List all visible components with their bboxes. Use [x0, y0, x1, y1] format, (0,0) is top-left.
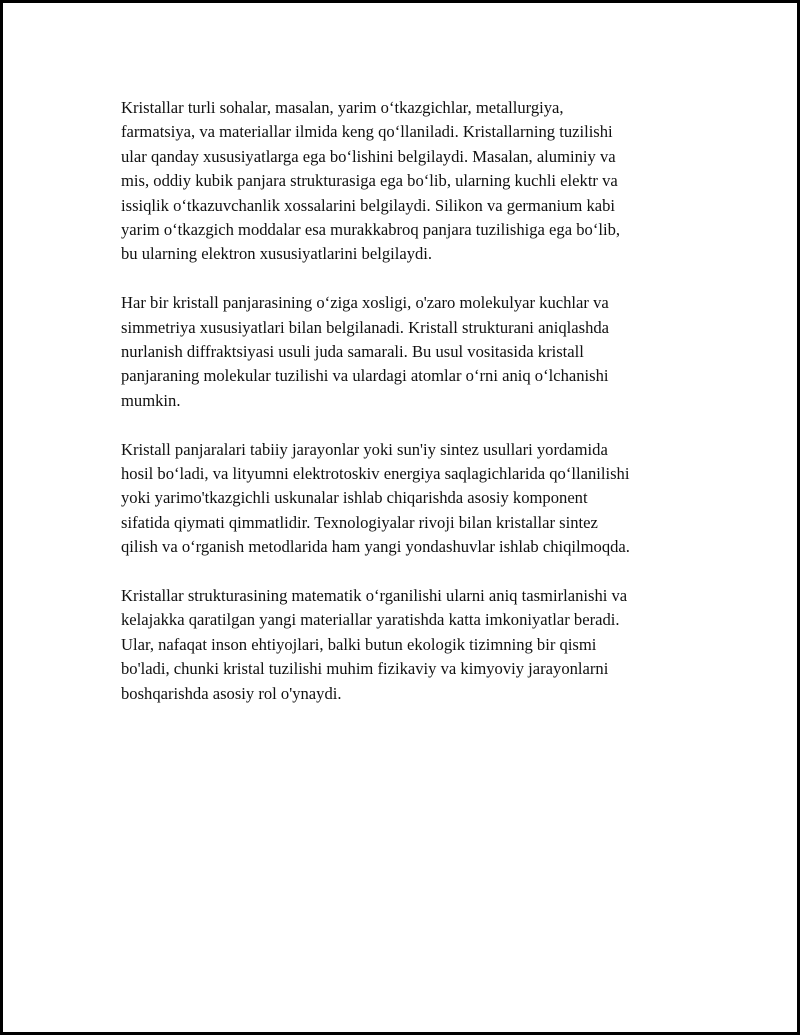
text-line: hosil bo‘ladi, va lityumni elektrotoskiv energiya saqlagichlarida qo‘llanilishi [121, 464, 630, 484]
text-line: ular qanday xususiyatlarga ega bo‘lishini belgilaydi. Masalan, aluminiy va [121, 146, 616, 166]
text-line: issiqlik o‘tkazuvchanlik xossalarini belgilaydi. Silikon va germanium kabi [121, 195, 616, 215]
text-line: qilish va o‘rganish metodlarida ham yangi yondashuvlar ishlab chiqilmoqda. [121, 537, 630, 557]
paragraph-1 [121, 96, 693, 267]
text-line: Kristallar strukturasining matematik o‘rganilishi ularni aniq tasmirlanishi va [121, 586, 628, 606]
text-line: nurlanish diffraktsiyasi usuli juda samarali. Bu usul vositasida kristall [121, 342, 584, 362]
text-line: panjaraning molekular tuzilishi va ulardagi atomlar o‘rni aniq o‘lchanishi [121, 366, 609, 386]
text-line: Ular, nafaqat inson ehtiyojlari, balki butun ekologik tizimning bir qismi [121, 634, 597, 654]
text-line: yoki yarimo'tkazgichli uskunalar ishlab chiqarishda asosiy komponent [121, 488, 588, 508]
text-line: mumkin. [121, 390, 181, 410]
text-line: boshqarishda asosiy rol o'ynaydi. [121, 683, 342, 703]
text-line: Kristallar turli sohalar, masalan, yarim o‘tkazgichlar, metallurgiya, [121, 98, 564, 117]
text-line: bo'ladi, chunki kristal tuzilishi muhim fizikaviy va kimyoviy jarayonlarni [121, 659, 609, 679]
text-line: Kristall panjaralari tabiiy jarayonlar yoki sun'iy sintez usullari yordamida [121, 439, 608, 459]
text-line: kelajakka qaratilgan yangi materiallar yaratishda katta imkoniyatlar beradi. [121, 610, 620, 630]
document-body [121, 96, 693, 731]
text-line: bu ularning elektron xususiyatlarini belgilaydi. [121, 244, 433, 264]
text-line: mis, oddiy kubik panjara strukturasiga ega bo‘lib, ularning kuchli elektr va [121, 171, 618, 191]
paragraph-4 [121, 584, 693, 706]
paragraph-2 [121, 291, 693, 413]
text-line: yarim o‘tkazgich moddalar esa murakkabroq panjara tuzilishiga ega bo‘lib, [121, 220, 621, 240]
text-line: sifatida qiymati qimmatlidir. Texnologiyalar rivoji bilan kristallar sintez [121, 512, 598, 532]
text-line: farmatsiya, va materiallar ilmida keng qo‘llaniladi. Kristallarning tuzilishi [121, 122, 613, 142]
paragraph-3 [121, 438, 693, 560]
text-line: simmetriya xususiyatlari bilan belgilanadi. Kristall strukturani aniqlashda [121, 317, 610, 337]
text-line: Har bir kristall panjarasining o‘ziga xosligi, o'zaro molekulyar kuchlar va [121, 293, 609, 313]
